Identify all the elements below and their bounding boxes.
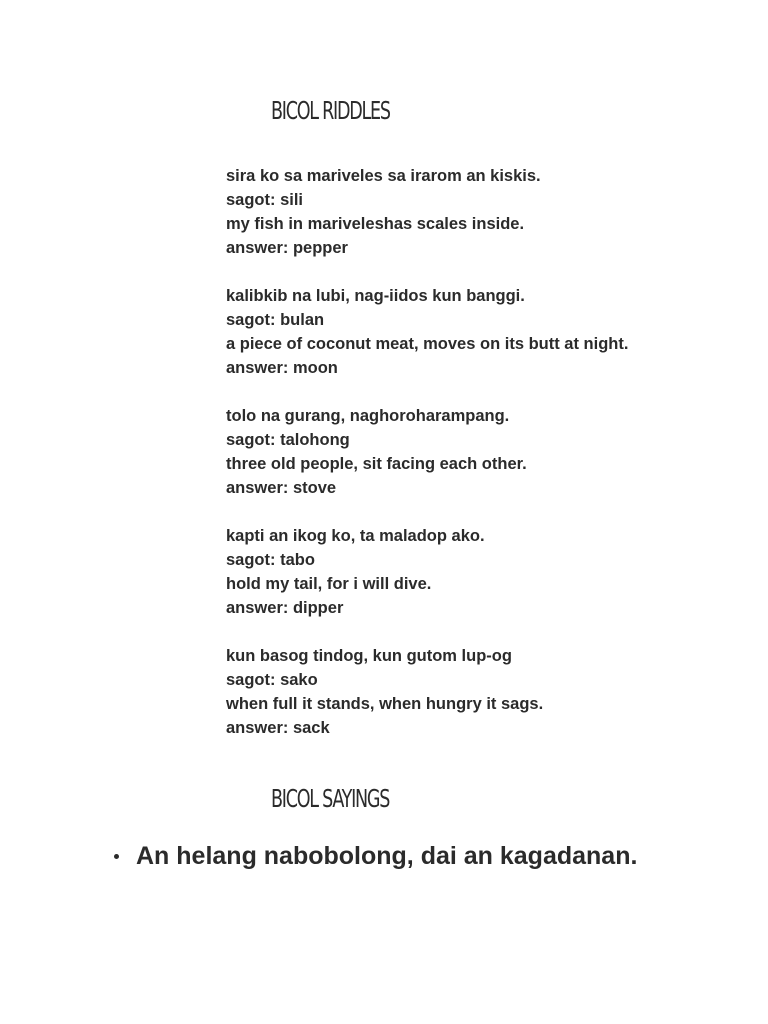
riddle-answer: answer: moon [226,359,338,377]
riddle-text: kapti an ikog ko, ta maladop ako. [226,527,485,545]
saying-text: An helang nabobolong, dai an kagadanan. [136,842,638,870]
riddle-answer: answer: stove [226,479,337,497]
riddle-translation: a piece of coconut meat, moves on its butt at night. [226,335,629,353]
riddle-translation: hold my tail, for i will dive. [226,575,432,593]
riddles-heading: BICOL RIDDLES [271,96,390,125]
riddle-sagot: sagot: bulan [226,311,325,329]
riddle-translation: my fish in mariveleshas scales inside. [226,215,525,233]
riddle-text: kun basog tindog, kun gutom lup-og [226,647,512,665]
sayings-heading: BICOL SAYINGS [271,784,390,813]
riddle-item [226,644,746,740]
riddle-answer: answer: sack [226,719,330,737]
riddle-translation: three old people, sit facing each other. [226,455,527,473]
bullet-icon [114,854,119,859]
sayings-list [106,838,746,874]
riddle-sagot: sagot: sili [226,191,304,209]
saying-item [106,838,746,874]
riddle-item [226,284,746,380]
riddle-answer: answer: pepper [226,239,348,257]
riddle-sagot: sagot: talohong [226,431,350,449]
riddle-item [226,164,746,260]
riddle-text: tolo na gurang, naghoroharampang. [226,407,510,425]
riddle-item [226,404,746,500]
riddle-text: kalibkib na lubi, nag-iidos kun banggi. [226,287,525,305]
riddle-sagot: sagot: tabo [226,551,315,569]
riddle-sagot: sagot: sako [226,671,318,689]
riddle-text: sira ko sa mariveles sa irarom an kiskis. [226,167,541,185]
riddle-translation: when full it stands, when hungry it sags. [226,695,544,713]
riddle-item [226,524,746,620]
riddles-list [226,164,746,764]
riddle-answer: answer: dipper [226,599,344,617]
